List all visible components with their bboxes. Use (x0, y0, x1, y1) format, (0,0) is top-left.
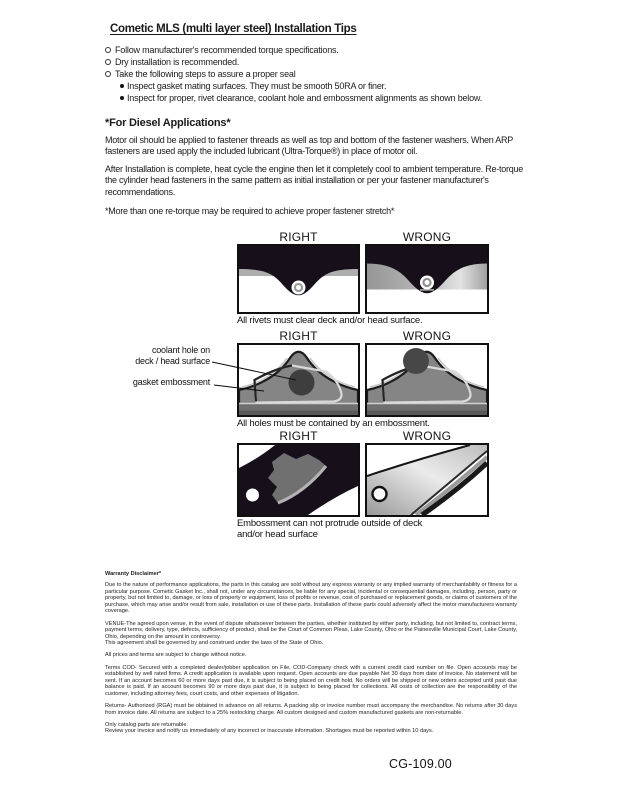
gasket-embossment-callout: gasket embossment (132, 377, 210, 387)
bullet-text: Dry installation is recommended. (115, 57, 240, 67)
list-item (105, 44, 545, 56)
intro-list (105, 44, 545, 104)
callout-line: coolant hole on (151, 345, 210, 355)
page-code: CG-109.00 (389, 757, 452, 771)
rivet-clearance-right-figure (237, 244, 360, 314)
warranty-paragraph: This agreement shall be governed by and construed under the laws of the State of Ohio. (105, 640, 324, 647)
list-item (120, 92, 545, 104)
open-bullet-icon (105, 59, 111, 65)
callout-line: deck / head surface (135, 356, 210, 366)
warranty-heading: Warranty Disclaimer* (105, 571, 162, 577)
caption-line: Embossment can not protrude outside of deck (237, 518, 423, 529)
warranty-paragraph: Only catalog parts are returnable. (105, 721, 189, 728)
list-item (105, 56, 545, 68)
row3-caption (237, 518, 467, 540)
bullet-text: Follow manufacturer's recommended torque specifications. (115, 45, 339, 55)
row1-right-label: RIGHT (279, 230, 318, 244)
retorque-note: *More than one re-torque may be required to achieve proper fastener stretch* (105, 206, 395, 216)
callout-pointer-lines (110, 340, 370, 410)
bullet-text: Take the following steps to assure a proper seal (115, 69, 296, 79)
row3-wrong-label: WRONG (402, 429, 452, 443)
bullet-text: Inspect gasket mating surfaces. They must be smooth 50RA or finer. (127, 81, 387, 91)
row3-right-label: RIGHT (279, 429, 318, 443)
protrusion-wrong-illustration (367, 445, 487, 515)
row1-caption: All rivets must clear deck and/or head surface. (237, 315, 423, 326)
protrusion-right-figure (237, 443, 360, 517)
rivet-right-illustration (239, 246, 358, 312)
warranty-paragraph: Returns- Authorized (RGA) must be obtained in advance on all returns. A packing slip or invoice number must accompany the merchandise. No returns after 30 days from invoice date. All returns are subject to a 25% restocking charge. All custom designed and custom manufactured gaskets are non-returnable. (105, 703, 517, 716)
embossment-wrong-illustration (367, 345, 487, 415)
diesel-paragraph-2: After Installation is complete, heat cycle the engine then let it completely cool to ambient temperature. Re-torque the cylinder head fasteners in the same pattern as initial installation or per your fastener manufacturer's recommendations. (105, 164, 523, 197)
rivet-wrong-illustration (367, 246, 487, 312)
diesel-paragraph-1: Motor oil should be applied to fastener threads as well as top and bottom of the fastener washers. When ARP fasteners are used apply the included lubricant (Ultra-Torque®) in place of motor oil. (105, 135, 513, 157)
diesel-heading: *For Diesel Applications* (105, 117, 231, 129)
warranty-paragraph: All prices and terms are subject to change without notice. (105, 652, 247, 659)
warranty-paragraph: Review your invoice and notify us immediately of any incorrect or inaccurate information. Shortages must be reported within 10 days. (105, 728, 434, 735)
row2-caption: All holes must be contained by an embossment. (237, 418, 430, 429)
list-item (120, 80, 545, 92)
row1-wrong-label: WRONG (402, 230, 452, 244)
warranty-paragraph: VENUE-The agreed upon venue, in the event of dispute whatsoever between the parties, whether instituted by either party, including, but not limited to, contract terms, payment terms, delivery, type, defects, sufficiency of product, shall be the Court of Common Pleas, Lake County, Ohio or the Painesville Municipal Court, Lake County, Ohio, depending on the amount in controversy. (105, 620, 517, 640)
warranty-paragraph: Due to the nature of performance applications, the parts in this catalog are sold without any express warranty or any implied warranty of merchantability or fitness for a particular purpose. Cometic Gasket Inc., shall not, under any circumstances, be liable for any special, incidental or consequential damages, including, person, party or property, but not limited to, damage, or loss of property or equipment, loss of profits or revenue, cost of purchased or replacement goods, or claims of customers of the purchase, which may arise and/or result from sale, installation or use of these parts. Installation of these parts could adversely affect the motor manufacturers warranty coverage. (105, 582, 517, 615)
bullet-text: Inspect for proper, rivet clearance, coolant hole and embossment alignments as shown below. (127, 93, 483, 103)
embossment-wrong-figure (365, 343, 489, 417)
open-bullet-icon (105, 71, 111, 77)
warranty-disclaimer (105, 571, 517, 735)
rivet-clearance-wrong-figure (365, 244, 489, 314)
caption-line: and/or head surface (237, 529, 318, 540)
warranty-paragraph: Terms COD- Secured with a completed dealer/jobber application on File, COD-Company check with a current credit card number on file. Open accounts may be established by well rated firms. A credit application is available upon request. Open accounts are due payable Net 30 days from date of invoice. No statement will be sent. If an account becomes 60 or more days past due, it is subject to being placed on credit hold. No orders will be shipped or new orders accepted until past due balance is paid. If an account becomes 90 or more days past due, it is subject to being placed for collections. All costs of collection are the responsibility of the customer, including attorney fees, court costs, and other expenses of litigation. (105, 664, 517, 697)
protrusion-wrong-figure (365, 443, 489, 517)
filled-bullet-icon (120, 96, 124, 100)
list-item (105, 68, 545, 80)
row2-wrong-label: WRONG (402, 329, 452, 343)
row2-right-label: RIGHT (279, 329, 318, 343)
page-title: Cometic MLS (multi layer steel) Installation Tips (110, 23, 357, 35)
protrusion-right-illustration (239, 445, 358, 515)
filled-bullet-icon (120, 84, 124, 88)
open-bullet-icon (105, 47, 111, 53)
